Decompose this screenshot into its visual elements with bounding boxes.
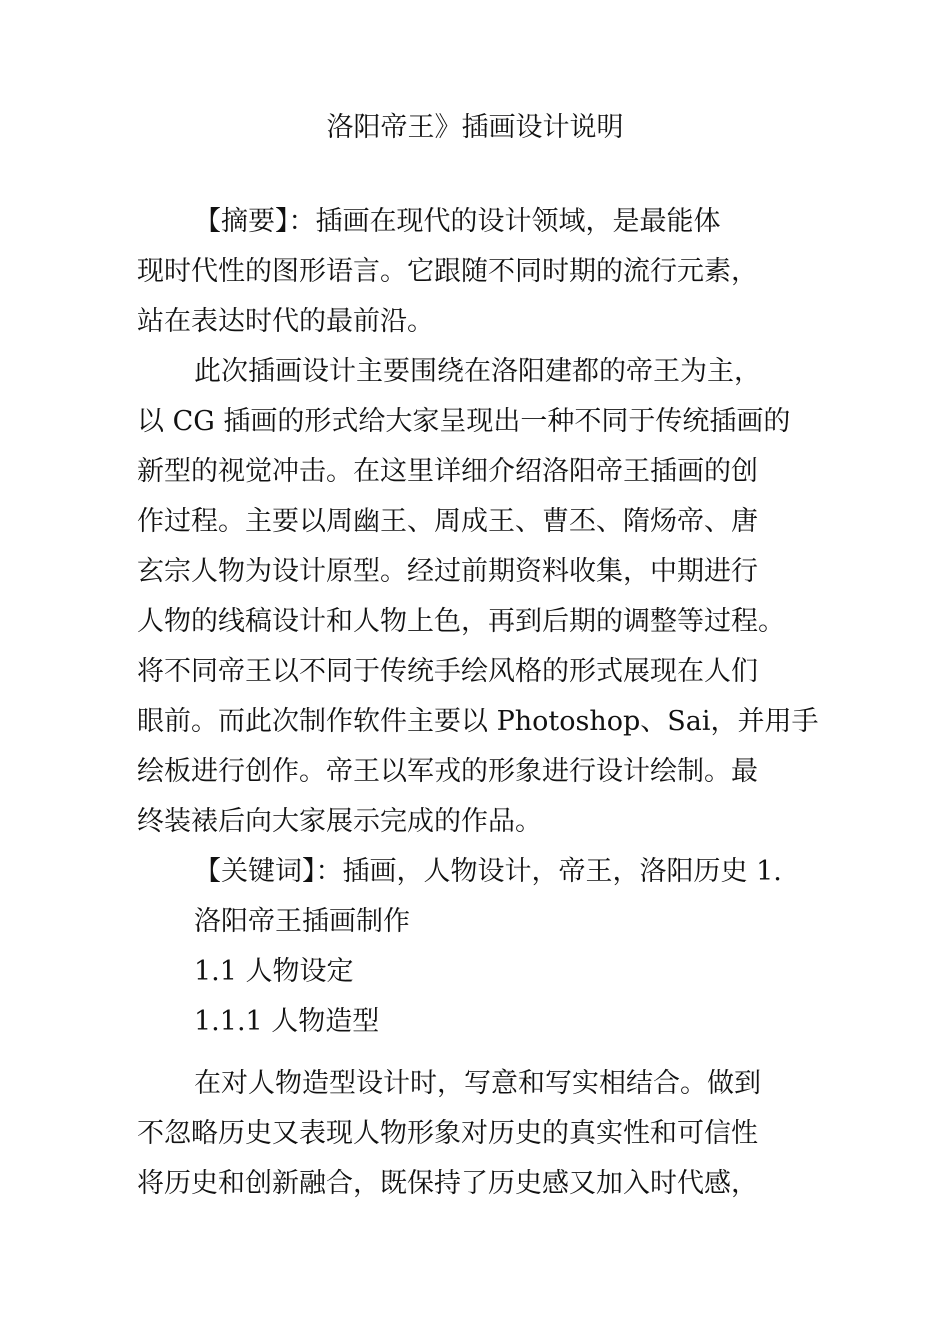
abstract-line-1: 【摘要】：插画在现代的设计领域，是最能体 — [194, 206, 721, 237]
section-heading-1-1-1: 1.1.1 人物造型 — [194, 1006, 380, 1037]
body-line-3: 新型的视觉冲击。在这里详细介绍洛阳帝王插画的创 — [137, 456, 758, 487]
body-line-1: 此次插画设计主要围绕在洛阳建都的帝王为主， — [194, 356, 761, 387]
body-line-4: 作过程。主要以周幽王、周成王、曹丕、隋炀帝、唐 — [137, 506, 758, 537]
body-line-5: 玄宗人物为设计原型。经过前期资料收集，中期进行 — [137, 556, 758, 587]
body-line-6: 人物的线稿设计和人物上色，再到后期的调整等过程。 — [137, 606, 785, 637]
document-title: 洛阳帝王》插画设计说明 — [326, 112, 624, 143]
abstract-line-3: 站在表达时代的最前沿。 — [137, 306, 434, 337]
body-line-10: 终装裱后向大家展示完成的作品。 — [137, 806, 542, 837]
keywords-line: 【关键词】：插画，人物设计，帝王，洛阳历史 1. — [194, 856, 782, 887]
body-line-2: 以 CG 插画的形式给大家呈现出一种不同于传统插画的 — [137, 406, 791, 437]
section-heading-1: 洛阳帝王插画制作 — [194, 906, 410, 937]
body-line-7: 将不同帝王以不同于传统手绘风格的形式展现在人们 — [137, 656, 758, 687]
section-body-line-2: 不忽略历史又表现人物形象对历史的真实性和可信性 — [137, 1118, 758, 1149]
body-line-9: 绘板进行创作。帝王以军戎的形象进行设计绘制。最 — [137, 756, 758, 787]
section-body-line-3: 将历史和创新融合，既保持了历史感又加入时代感， — [137, 1168, 758, 1199]
section-heading-1-1: 1.1 人物设定 — [194, 956, 354, 987]
section-body-line-1: 在对人物造型设计时，写意和写实相结合。做到 — [194, 1068, 761, 1099]
abstract-line-2: 现时代性的图形语言。它跟随不同时期的流行元素， — [137, 256, 758, 287]
body-line-8: 眼前。而此次制作软件主要以 Photoshop、Sai，并用手 — [137, 706, 819, 737]
